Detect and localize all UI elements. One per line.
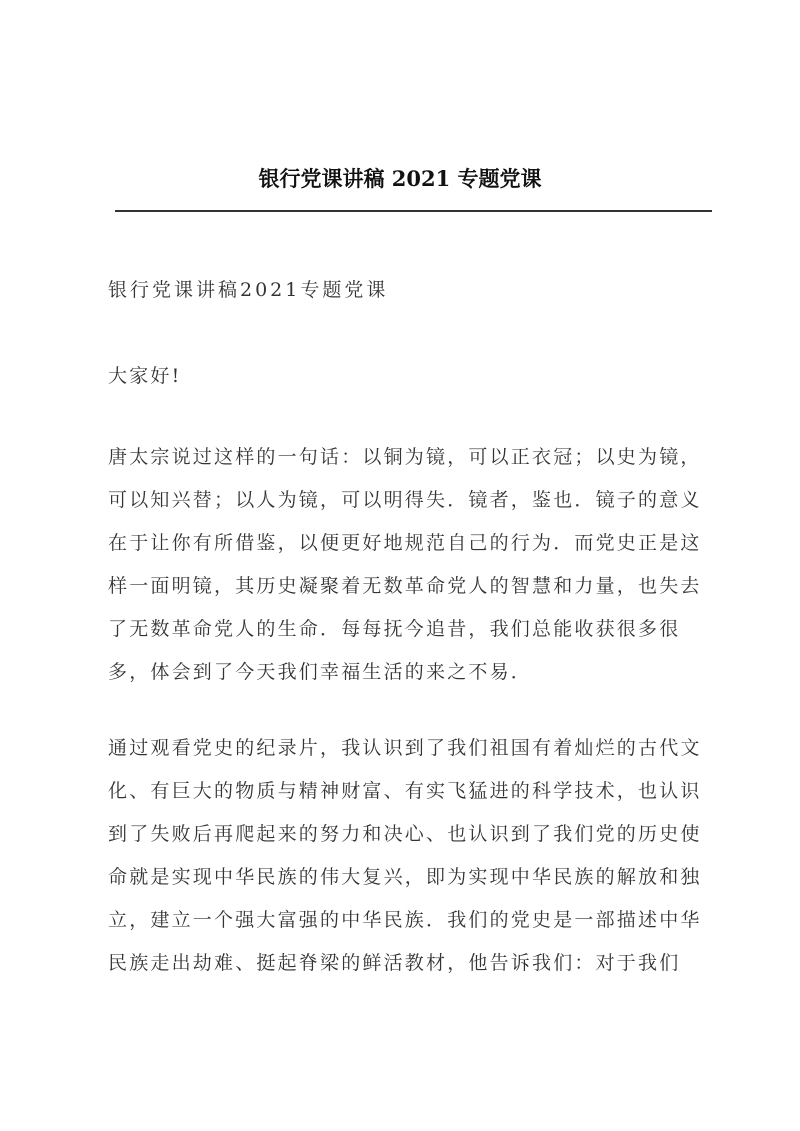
subtitle-text: 银行党课讲稿2021专题党课 bbox=[108, 279, 389, 301]
paragraph-line: 可以知兴替；以人为镜，可以明得失．镜者，鉴也．镜子的意义 bbox=[108, 489, 702, 511]
paragraph-line: 立，建立一个强大富强的中华民族．我们的党史是一部描述中华 bbox=[108, 909, 702, 931]
paragraph-line: 在于让你有所借鉴，以便更好地规范自己的行为．而党史正是这 bbox=[108, 532, 702, 554]
paragraph-line: 民族走出劫难、挺起脊梁的鲜活教材，他告诉我们：对于我们 bbox=[108, 952, 681, 974]
paragraph-1 bbox=[108, 436, 718, 694]
paragraph-line: 多，体会到了今天我们幸福生活的来之不易． bbox=[108, 661, 533, 683]
paragraph-2 bbox=[108, 727, 718, 985]
paragraph-line: 到了失败后再爬起来的努力和决心、也认识到了我们党的历史使 bbox=[108, 823, 702, 845]
paragraph-line: 通过观看党史的纪录片，我认识到了我们祖国有着灿烂的古代文 bbox=[108, 737, 702, 759]
paragraph-line: 样一面明镜，其历史凝聚着无数革命党人的智慧和力量，也失去 bbox=[108, 575, 702, 597]
paragraph-line: 命就是实现中华民族的伟大复兴，即为实现中华民族的解放和独 bbox=[108, 866, 702, 888]
document-subtitle bbox=[108, 269, 718, 312]
paragraph-line: 化、有巨大的物质与精神财富、有实飞猛进的科学技术，也认识 bbox=[108, 780, 702, 802]
paragraph-line: 了无数革命党人的生命．每每抚今追昔，我们总能收获很多很 bbox=[108, 618, 681, 640]
header-divider bbox=[115, 210, 712, 212]
document-header-title: 银行党课讲稿 2021 专题党课 bbox=[258, 166, 542, 191]
greeting bbox=[108, 355, 718, 398]
paragraph-line: 唐太宗说过这样的一句话：以铜为镜，可以正衣冠；以史为镜， bbox=[108, 446, 702, 468]
greeting-text: 大家好! bbox=[108, 365, 182, 387]
